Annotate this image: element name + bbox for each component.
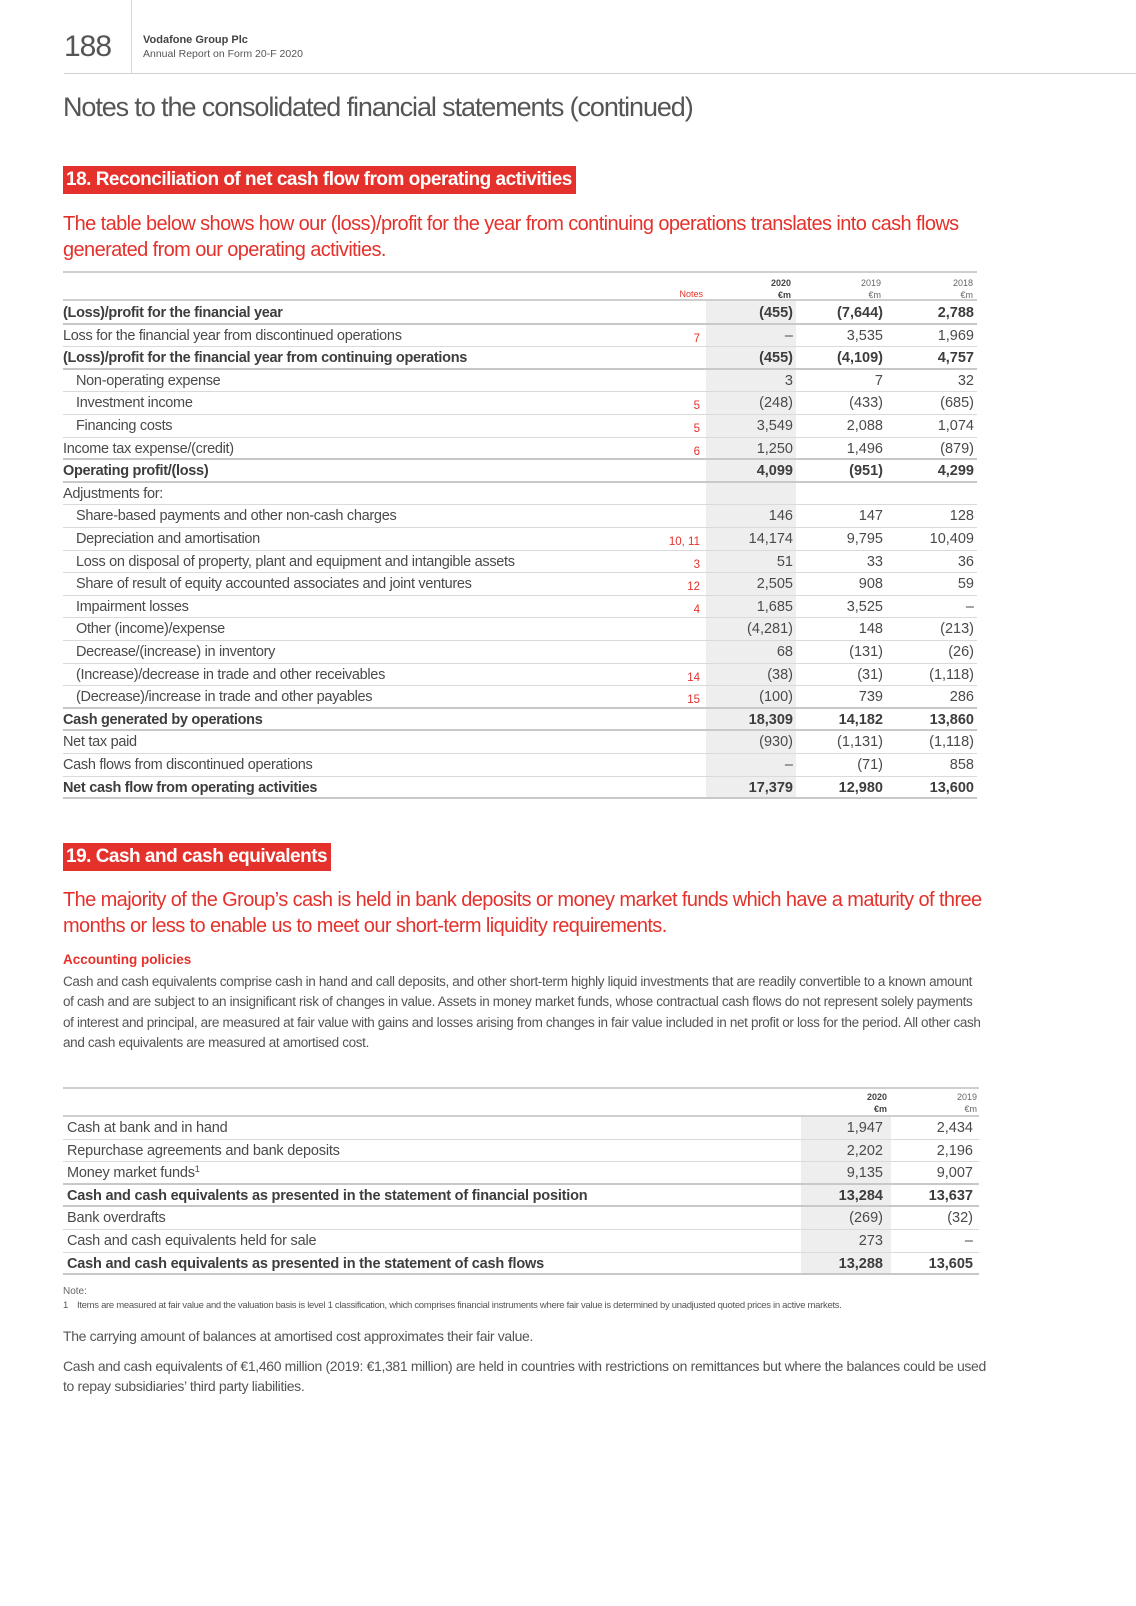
row-label-text: Cash and cash equivalents held for sale (67, 1233, 317, 1249)
value-2020: 1,685 (756, 598, 793, 615)
value-2018: (1,118) (929, 666, 974, 683)
value-2019: (7,644) (837, 305, 883, 321)
value-2020: 2,505 (756, 576, 793, 593)
note-label: Note: (63, 1286, 87, 1297)
value-2018: (26) (948, 644, 974, 660)
row-note-ref: 5 (693, 400, 700, 413)
row-label: Financing costs (76, 418, 173, 434)
value-2020: 1,250 (756, 440, 793, 457)
value-2020: 146 (768, 508, 793, 525)
value-2020: (4,281) (747, 621, 793, 638)
value-2018: 36 (957, 553, 974, 570)
table-row (63, 731, 977, 754)
table-18-top-rule (63, 271, 977, 273)
footnote-1 (63, 1300, 842, 1311)
table-row (63, 438, 977, 461)
col-2020-header (839, 1091, 887, 1115)
row-label-text: Cash and cash equivalents as presented in the statement of financial position (67, 1187, 588, 1204)
value-2020: 18,309 (748, 711, 793, 728)
section-18-lead: The table below shows how our (loss)/profit for the year from continuing operations translates into cash flows generated from our operating activities. (63, 213, 959, 261)
value-2018: 4,757 (937, 350, 974, 367)
value-2019: (1,131) (837, 734, 883, 751)
table-row (63, 302, 977, 325)
value-2019: 7 (874, 372, 883, 389)
footnote-text: Items are measured at fair value and the valuation basis is level 1 classification, which comprises financial instruments where fair value is determined by unadjusted quoted prices in active markets. (77, 1300, 842, 1311)
value-2020: (455) (759, 350, 793, 367)
row-label (67, 1117, 227, 1139)
col-year: 2020 (866, 1092, 887, 1102)
value-2020: (269) (849, 1210, 883, 1227)
value-2018: (1,118) (929, 734, 974, 751)
value-2020: 4,099 (756, 463, 793, 480)
row-label: Income tax expense/(credit) (63, 440, 234, 457)
value-2019: 12,980 (838, 779, 883, 796)
value-2020: – (784, 757, 793, 773)
col-unit: €m (960, 290, 973, 300)
row-label: Loss for the financial year from discontinued operations (63, 327, 402, 344)
table-row (63, 573, 977, 596)
table-row (63, 370, 977, 393)
value-2019: 3,535 (846, 327, 883, 344)
table-row (63, 392, 977, 415)
row-label: Share-based payments and other non-cash charges (76, 508, 397, 525)
table-row (63, 596, 977, 619)
row-label: Non-operating expense (76, 372, 221, 389)
value-2018: 1,074 (937, 418, 974, 434)
row-label (67, 1230, 316, 1252)
value-2018: 32 (957, 372, 974, 389)
table-row (63, 1230, 979, 1253)
value-2018: 1,969 (937, 327, 974, 344)
table-row (63, 618, 977, 641)
value-2019: (4,109) (837, 350, 883, 367)
row-label: Depreciation and amortisation (76, 531, 260, 547)
table-row (63, 754, 977, 777)
value-2020: 1,947 (846, 1120, 883, 1136)
row-label (67, 1140, 340, 1162)
col-2018-header (925, 277, 973, 301)
row-note-ref: 3 (693, 558, 700, 571)
col-2020-header (743, 277, 791, 301)
row-label: Net tax paid (63, 734, 137, 751)
value-2020: 13,284 (838, 1187, 883, 1204)
row-label-text: Cash at bank and in hand (67, 1120, 228, 1136)
value-2018: 13,860 (929, 711, 974, 728)
col-unit: €m (868, 290, 881, 300)
row-label: (Decrease)/increase in trade and other payables (76, 689, 373, 706)
value-2019: 739 (858, 689, 883, 706)
row-label: Share of result of equity accounted associates and joint ventures (76, 576, 472, 593)
value-2018: 128 (949, 508, 974, 525)
value-2020: 14,174 (748, 531, 793, 547)
col-year: 2019 (956, 1092, 977, 1102)
value-2019: (131) (849, 644, 883, 660)
table-row (63, 551, 977, 574)
table-row (63, 1207, 979, 1230)
value-2019: (951) (849, 463, 883, 480)
row-label-text: Bank overdrafts (67, 1210, 166, 1227)
row-label: Decrease/(increase) in inventory (76, 644, 276, 660)
value-2019: 13,637 (928, 1187, 973, 1204)
row-label: Adjustments for: (63, 485, 163, 502)
value-2019: (71) (857, 757, 883, 773)
value-2020: 13,288 (838, 1255, 883, 1272)
row-label: Loss on disposal of property, plant and equipment and intangible assets (76, 553, 515, 570)
value-2020: (930) (759, 734, 793, 751)
table-row (63, 528, 977, 551)
col-year: 2018 (952, 278, 973, 288)
table-row (63, 415, 977, 438)
table-18-header (63, 275, 977, 301)
carrying-amount-paragraph: The carrying amount of balances at amortised cost approximates their fair value. (63, 1328, 534, 1344)
row-note-ref: 12 (687, 581, 700, 594)
table-row (63, 1162, 979, 1185)
row-note-ref: 6 (693, 445, 700, 458)
footnote-ref: 1 (194, 1164, 200, 1175)
value-2019: 9,795 (846, 531, 883, 547)
col-2019-header (929, 1091, 977, 1115)
row-note-ref: 15 (687, 694, 700, 707)
table-row (63, 709, 977, 732)
row-label: Other (income)/expense (76, 621, 225, 638)
col-year: 2020 (770, 278, 791, 288)
row-note-ref: 10, 11 (668, 536, 700, 548)
row-label (67, 1185, 587, 1207)
value-2018: (213) (940, 621, 974, 638)
row-label (67, 1253, 544, 1275)
footnote-number: 1 (63, 1300, 68, 1311)
value-2018: – (965, 598, 974, 615)
table-row (63, 347, 977, 370)
table-row (63, 460, 977, 483)
value-2019: 3,525 (846, 598, 883, 615)
value-2020: 3 (784, 372, 793, 389)
value-2020: (38) (767, 666, 793, 683)
section-19-lead: The majority of the Group’s cash is held in bank deposits or money market funds which have a maturity of three months or less to enable us to meet our short-term liquidity requirements. (63, 889, 982, 937)
col-2019-header (833, 277, 881, 301)
accounting-policies-body: Cash and cash equivalents comprise cash in hand and call deposits, and other short-term highly liquid investments that are readily convertible to a known amount of cash and are subject to an insignificant risk of changes in value. Assets in money market funds, whose contractual cash flows do not represent solely payments of interest and principal, are measured at fair value with gains and losses arising from changes in fair value included in net profit or loss for the period. All other cash and cash equivalents are measured at amortised cost. (63, 974, 981, 1050)
company-name: Vodafone Group Plc (143, 34, 248, 46)
value-2020: 51 (776, 553, 793, 570)
header-divider (131, 0, 132, 73)
value-2019: 1,496 (846, 440, 883, 457)
value-2020: 3,549 (756, 418, 793, 434)
row-label: Operating profit/(loss) (63, 463, 209, 480)
table-row (63, 1253, 979, 1276)
value-2019: (31) (857, 666, 883, 683)
row-label-text: Repurchase agreements and bank deposits (67, 1142, 340, 1159)
value-2019: 13,605 (928, 1255, 973, 1272)
value-2019: 33 (866, 553, 883, 570)
restricted-cash-paragraph: Cash and cash equivalents of €1,460 million (2019: €1,381 million) are held in countries with restrictions on remittances but where the balances could be used to repay subsidiaries’ third party liabilities. (63, 1358, 986, 1394)
value-2019: 9,007 (936, 1165, 973, 1182)
row-label: Impairment losses (76, 598, 189, 615)
table-row (63, 505, 977, 528)
table-row (63, 483, 977, 506)
value-2019: (32) (947, 1210, 973, 1227)
value-2018: 4,299 (937, 463, 974, 480)
table-row (63, 686, 977, 709)
value-2019: (433) (849, 395, 883, 412)
page-number: 188 (64, 30, 112, 63)
section-18-heading: 18. Reconciliation of net cash flow from operating activities (63, 166, 576, 194)
table-row (63, 664, 977, 687)
report-name: Annual Report on Form 20-F 2020 (143, 48, 303, 60)
row-label: Investment income (76, 395, 193, 412)
row-note-ref: 14 (687, 671, 700, 684)
value-2019: 2,196 (936, 1142, 973, 1159)
value-2018: (685) (940, 395, 974, 412)
value-2018: 286 (949, 689, 974, 706)
row-label (67, 1207, 166, 1229)
table-row (63, 1117, 979, 1140)
value-2020: 17,379 (748, 779, 793, 796)
accounting-policies-heading: Accounting policies (63, 952, 192, 967)
table-row (63, 777, 977, 800)
col-unit: €m (873, 1104, 887, 1114)
value-2019: 14,182 (838, 711, 883, 728)
row-label-text: Money market funds (67, 1165, 195, 1182)
value-2019: 148 (858, 621, 883, 638)
value-2018: (879) (940, 440, 974, 457)
value-2019: 147 (858, 508, 883, 525)
table-row (63, 1140, 979, 1163)
row-label: Net cash flow from operating activities (63, 779, 318, 796)
notes-column-header: Notes (679, 289, 703, 299)
row-label-text: Cash and cash equivalents as presented in the statement of cash flows (67, 1255, 544, 1272)
value-2019: 908 (858, 576, 883, 593)
row-label (67, 1162, 200, 1184)
row-label: Cash flows from discontinued operations (63, 757, 313, 773)
row-label: Cash generated by operations (63, 711, 263, 728)
table-row (63, 325, 977, 348)
value-2019: 2,434 (936, 1120, 973, 1136)
value-2020: (100) (759, 689, 793, 706)
col-year: 2019 (860, 278, 881, 288)
value-2020: (248) (759, 395, 793, 412)
row-label: (Loss)/profit for the financial year (63, 305, 283, 321)
value-2020: (455) (759, 305, 793, 321)
table-19-header (63, 1087, 979, 1117)
value-2020: 68 (776, 644, 793, 660)
col-unit: €m (964, 1104, 977, 1114)
table-row (63, 1185, 979, 1208)
value-2020: 2,202 (846, 1142, 883, 1159)
value-2019: – (964, 1233, 973, 1249)
row-label: (Loss)/profit for the financial year from continuing operations (63, 350, 468, 367)
value-2018: 2,788 (937, 305, 974, 321)
row-label: (Increase)/decrease in trade and other receivables (76, 666, 386, 683)
value-2018: 59 (957, 576, 974, 593)
value-2019: 2,088 (846, 418, 883, 434)
value-2018: 858 (949, 757, 974, 773)
section-19-heading: 19. Cash and cash equivalents (63, 843, 331, 871)
row-note-ref: 4 (693, 603, 700, 616)
value-2020: – (784, 327, 793, 344)
value-2020: 273 (858, 1233, 883, 1249)
row-note-ref: 5 (693, 423, 700, 435)
header-rule (64, 73, 1136, 74)
value-2018: 10,409 (929, 531, 974, 547)
table-row (63, 641, 977, 664)
row-note-ref: 7 (693, 332, 700, 345)
value-2020: 9,135 (846, 1165, 883, 1182)
col-unit: €m (777, 290, 791, 300)
page-title: Notes to the consolidated financial statements (continued) (63, 92, 693, 122)
value-2018: 13,600 (929, 779, 974, 796)
